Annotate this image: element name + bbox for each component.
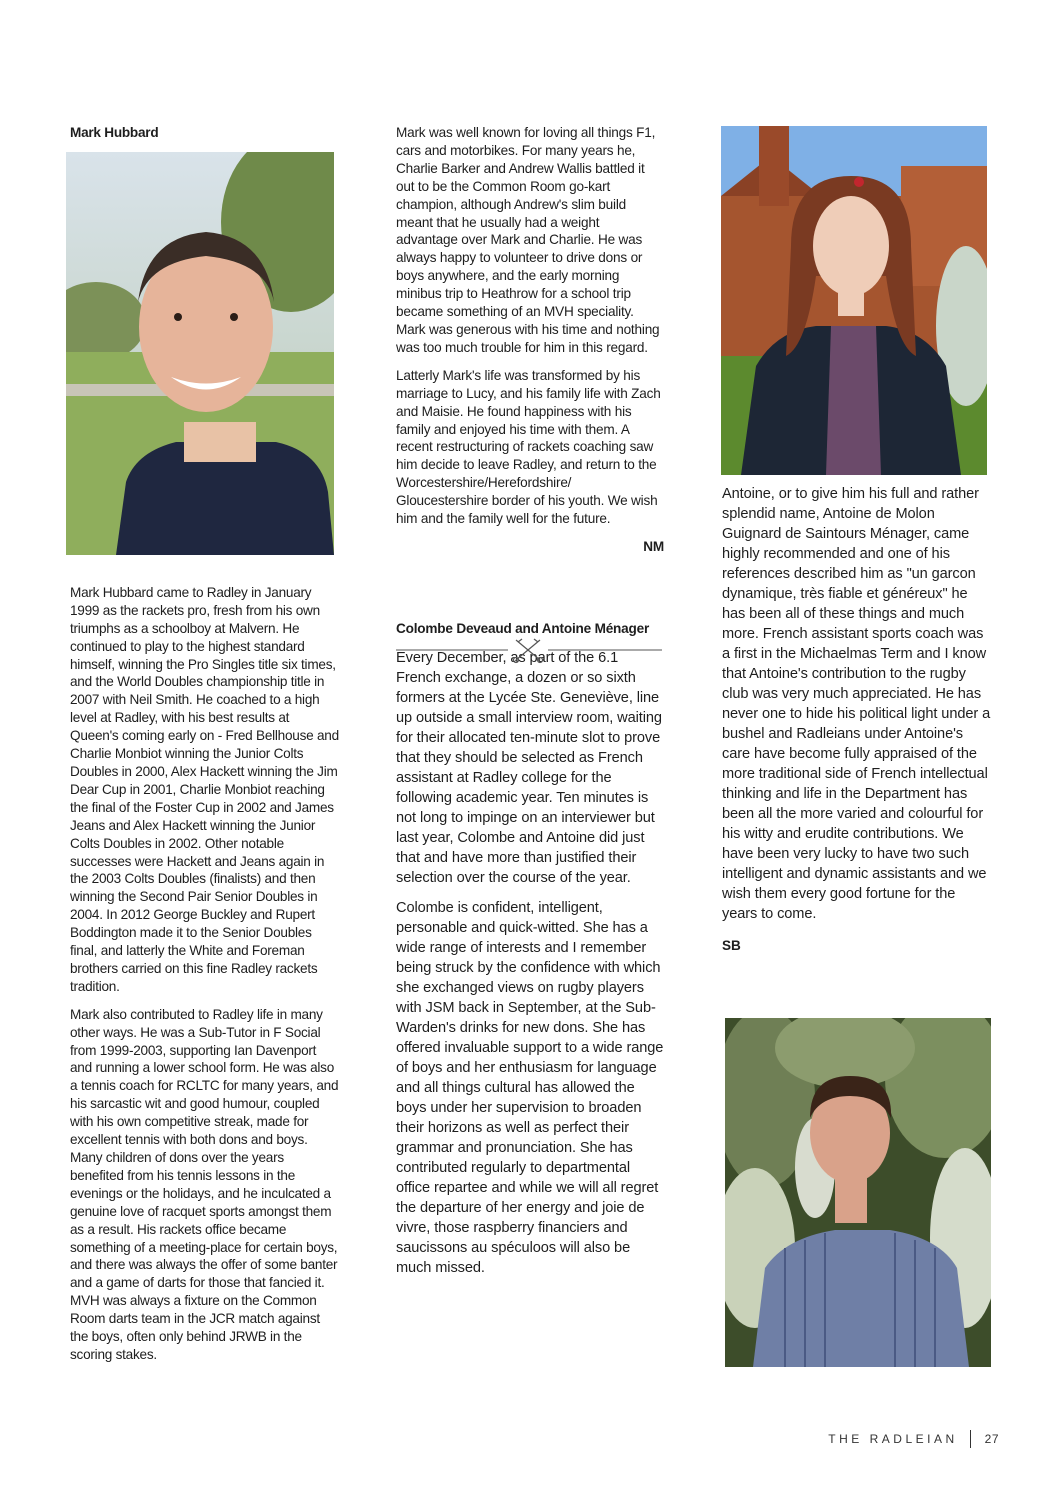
article-heading-colombe-antoine: Colombe Deveaud and Antoine Ménager xyxy=(396,620,650,636)
photo-antoine-menager xyxy=(725,1018,991,1367)
mark-hubbard-paragraph-3: Mark was well known for loving all things F1, cars and motorbikes. For many years he, Charlie Barker and Andrew Wallis battled it out to be the Common Room go-kart champion, although Andrew's slim build meant that he usually had a weight advantage over Mark and Charlie. He was always happy to volunteer to drive dons or boys anywhere, and the early morning minibus trip to Heathrow for a school trip became something of an MVH speciality. Mark was generous with his time and nothing was too much trouble for him in this regard. xyxy=(396,125,660,355)
mark-hubbard-paragraph-2: Mark also contributed to Radley life in many other ways. He was a Sub-Tutor in F Social from 1999-2003, supporting Ian Davenport and running a lower school form. He was also a tennis coach for RCLTC for many years, and his sarcastic wit and good humour, coupled with his own competitive streak, made for excellent tennis with both dons and boys. Many children of dons over the years benefited from his tennis lessons in the evenings or the holidays, and he inculcated a genuine love of racquet sports amongst them as a result. His rackets office became something of a meeting-place for certain boys, and there was always the offer of some banter and a game of darts for those that fancied it. MVH was always a fixture on the Common Room darts team in the JCR match against the boys, often only behind JRWB in the scoring stakes. xyxy=(70,1006,339,1362)
author-initials-nm: NM xyxy=(643,538,664,554)
crossed-keys-icon xyxy=(514,639,543,663)
colombe-antoine-paragraph-1: Every December, as part of the 6.1 French exchange, a dozen or so sixth formers at the Lycée Ste. Geneviève, line up outside a small interview room, waiting for their allocated ten-minute slot to prove that they should be selected as French assistant at Radley college for the following academic year. Ten minutes is not long to impinge on an interviewer but last year, Colombe and Antoine did just that and have more than justified their selection over the course of the year. xyxy=(396,649,662,886)
column-middle xyxy=(396,124,664,1288)
photo-mark-hubbard xyxy=(66,152,334,555)
author-initials-sb: SB xyxy=(722,938,741,953)
article-heading-mark-hubbard: Mark Hubbard xyxy=(70,125,159,140)
publication-name: THE RADLEIAN xyxy=(828,1432,958,1446)
colombe-antoine-paragraph-3: Antoine, or to give him his full and rather splendid name, Antoine de Molon Guignard de Saintours Ménager, came highly recommended and one of his references described him as "un garcon dynamique, très fiable et généreux" he has been all of these things and much more. French assistant sports coach was a first in the Michaelmas Term and I know that Antoine's contribution to the rugby club was very much appreciated. He has never one to hide his political light under a bushel and Radleians under Antoine's care have become fully appraised of the more traditional side of French intellectual thinking and life in the Department has been all the more varied and colourful for his witty and erudite contributions. We have been very lucky to have two such intelligent and dynamic assistants and we wish them every good fortune for the years to come. xyxy=(722,486,991,922)
footer-separator xyxy=(970,1430,971,1448)
mark-hubbard-paragraph-1: Mark Hubbard came to Radley in January 1999 as the rackets pro, fresh from his own triumphs as a schoolboy at Malvern. He continued to play to the highest standard himself, winning the Pro Singles title six times, and the World Doubles championship title in 2007 with Neil Smith. He coached to a high level at Radley, with his best results at Queen's coming early on - Fred Bellhouse and Charlie Monbiot winning the Junior Colts Doubles in 2000, Alex Hackett winning the Jim Dear Cup in 2001, Charlie Monbiot reaching the final of the Foster Cup in 2002 and James Jeans and Alex Hackett winning the Junior Colts Doubles in 2002. Other notable successes were Hackett and Jeans again in the 2003 Colts Doubles (finalists) and then winning the Second Pair Senior Doubles in 2004. In 2012 George Buckley and Rupert Boddington made it to the Senior Doubles final, and latterly the White and Foreman brothers carried on this fine Radley rackets tradition. xyxy=(70,584,339,994)
mark-hubbard-paragraph-4: Latterly Mark's life was transformed by his marriage to Lucy, and his family life with Zach and Maisie. He found happiness with his family and enjoyed his time with them. A recent restructuring of rackets coaching saw him decide to leave Radley, and return to the Worcestershire/Herefordshire/ Gloucestershire border of his youth. We wish him and the family well for the future. xyxy=(396,367,661,527)
column-right xyxy=(722,484,992,956)
page-footer xyxy=(828,1430,999,1448)
section-divider xyxy=(396,636,662,664)
colombe-antoine-paragraph-2: Colombe is confident, intelligent, personable and quick-witted. She has a wide range of interests and I remember being struck by the confidence with which she exchanged views on rugby players with JSM back in September, at the Sub-Warden's drinks for new dons. She has offered invaluable support to a wide range of boys and her enthusiasm for language and all things cultural has allowed the boys under her supervision to broaden their horizons as well as perfect their grammar and pronunciation. She has contributed regularly to departmental office repartee and while we will all regret the departure of her energy and joie de vivre, those raspberry financiers and saucissons au spéculoos will also be much missed. xyxy=(396,899,664,1276)
photo-colombe-deveaud xyxy=(721,126,987,475)
page-number: 27 xyxy=(984,1432,999,1446)
